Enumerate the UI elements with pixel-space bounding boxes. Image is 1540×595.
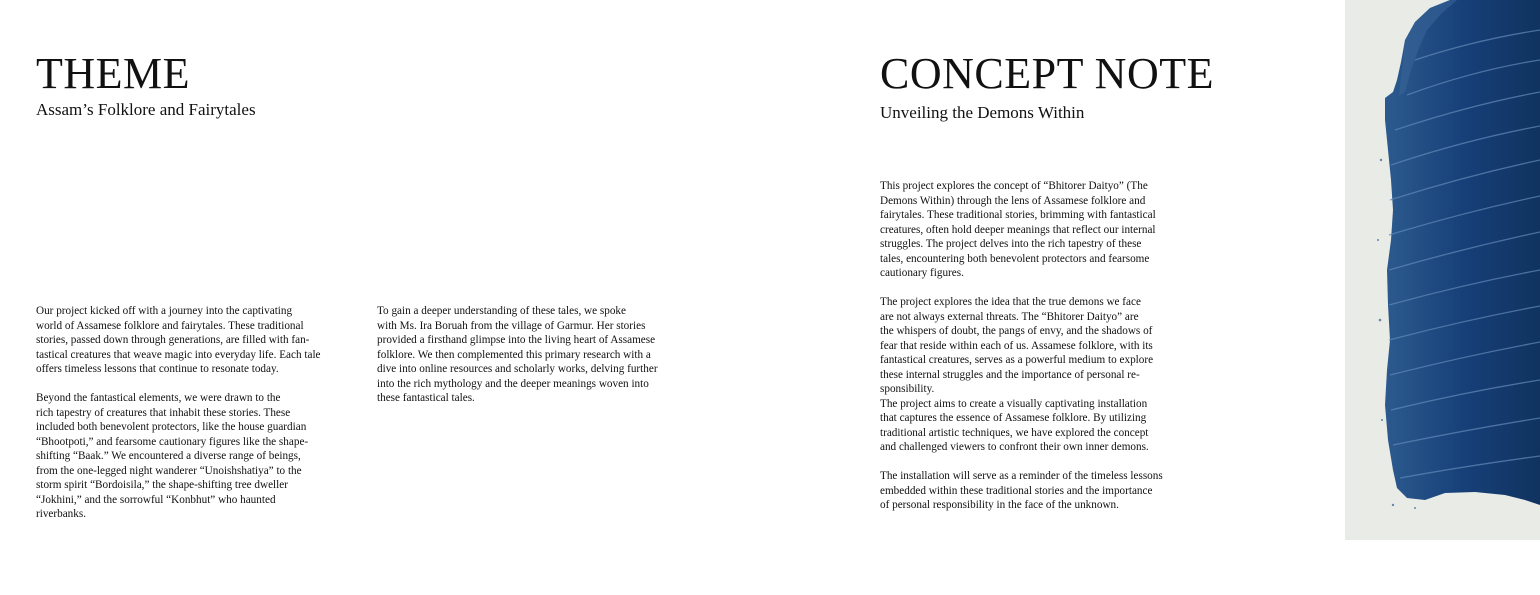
concept-paragraph: This project explores the concept of “Bhitorer Daityo” (The Demons Within) through the lens of Assamese folklore and fairytales. These traditional stories, brimming with fantastical creatures, often hold deeper meanings that reflect our internal struggles. The project delves into the rich tapestry of these tales, encountering both benevolent protectors and fearsome cautionary figures. xyxy=(880,180,1156,279)
concept-note-subtitle: Unveiling the Demons Within xyxy=(880,103,1085,122)
concept-paragraph: The installation will serve as a reminder of the timeless lessons embedded within these traditional stories and the importance of personal responsibility in the face of the unknown. xyxy=(880,470,1163,511)
theme-column-2 xyxy=(377,304,687,406)
concept-paragraph: The project explores the idea that the true demons we face are not always external threats. The “Bhitorer Daityo” are the whispers of doubt, the pangs of envy, and the shadows of fear that reside within each of us. Assamese folklore, with its fantastical creatures, serves as a powerful medium to explore these internal struggles and the importance of personal re- sponsibility. xyxy=(880,296,1154,395)
cyanotype-artwork-image xyxy=(1345,0,1540,540)
theme-column-1 xyxy=(36,304,346,522)
theme-paragraph: To gain a deeper understanding of these tales, we spoke with Ms. Ira Boruah from the village of Garmur. Her stories provided a firsthand glimpse into the living heart of Assamese folklore. We then complemented this primary research with a dive into online resources and scholarly works, delving further into the rich mythology and the deeper meanings woven into these fantastical tales. xyxy=(377,305,658,404)
theme-title: THEME xyxy=(36,49,191,98)
concept-note-column xyxy=(880,179,1200,513)
concept-note-title: CONCEPT NOTE xyxy=(880,49,1214,98)
theme-paragraph: Our project kicked off with a journey into the captivating world of Assamese folklore and fairytales. These traditional stories, passed down through generations, are filled with fan- tastical creatures that weave magic into everyday life. Each tale offers timeless lessons that continue to resonate today. xyxy=(36,305,321,375)
theme-paragraph: Beyond the fantastical elements, we were drawn to the rich tapestry of creatures that inhabit these stories. These included both benevolent protectors, like the house guardian “Bhootpoti,” and fearsome cautionary figures like the shape- shifting “Baak.” We encountered a diverse range of beings, from the one-legged night wanderer “Unoishshatiya” to the storm spirit “Bordoisila,” the shape-shifting tree dweller “Jokhini,” and the sorrowful “Konbhut” who haunted riverbanks. xyxy=(36,392,309,520)
concept-paragraph: The project aims to create a visually captivating installation that captures the essence of Assamese folklore. By utilizing traditional artistic techniques, we have explored the concept and challenged viewers to confront their own inner demons. xyxy=(880,397,1149,453)
theme-subtitle: Assam’s Folklore and Fairytales xyxy=(36,100,256,119)
